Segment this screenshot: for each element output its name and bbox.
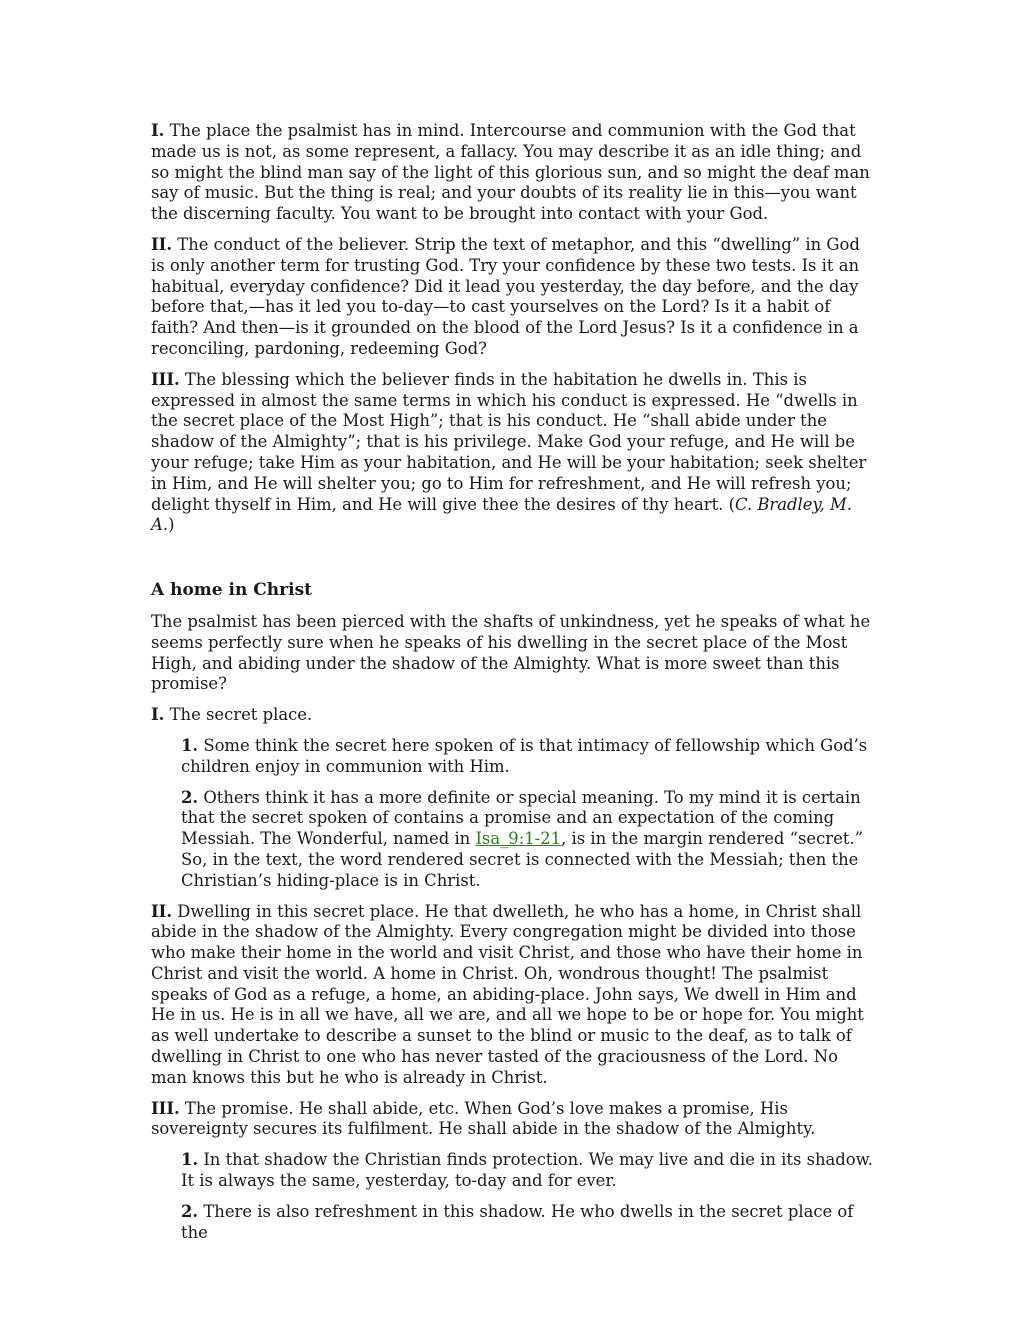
paragraph-text: Some think the secret here spoken of is that intimacy of fellowship which God’s children enjoy in communion with Him. xyxy=(181,735,868,776)
paragraph-iii-promise xyxy=(151,1099,876,1141)
paragraph-text: , is in the margin rendered “secret.” So, in the text, the word rendered secret is connected with the Messiah; then the Christian’s hiding-place is in Christ. xyxy=(181,829,863,890)
section-heading: A home in Christ xyxy=(151,580,312,601)
scripture-reference-link[interactable]: Isa_9:1-21 xyxy=(475,829,562,849)
document-page xyxy=(151,121,876,1253)
citation-close: ) xyxy=(168,515,175,535)
paragraph-text: The blessing which the believer finds in the habitation he dwells in. This is expressed in almost the same terms in which his conduct is expressed. He “dwells in the secret place of the Most High”; that is his conduct. He “shall abide under the shadow of the Almighty”; that is his privilege. Make God your refuge, and He will be your refuge; take Him as your habitation, and He will be your habitation; seek shelter in Him, and He will shelter you; go to Him for refreshment, and He will refresh you; delight thyself in Him, and He will give thee the desires of thy heart. ( xyxy=(151,369,867,514)
intro-paragraph: The psalmist has been pierced with the shafts of unkindness, yet he speaks of what he seems perfectly sure when he speaks of his dwelling in the secret place of the Most High, and abiding under the shadow of the Almighty. What is more sweet than this promise? xyxy=(151,611,871,694)
sub-numeral: 1. xyxy=(181,735,199,755)
section-numeral: I. xyxy=(151,121,165,140)
paragraph-text: Others think it has a more definite or special meaning. To my mind it is certain that the secret spoken of contains a promise and an expectation of the coming Messiah. The Wonderful, named in xyxy=(181,787,861,849)
paragraph-ii-conduct xyxy=(151,235,876,360)
section-numeral: I. xyxy=(151,705,165,725)
paragraph-text: The promise. He shall abide, etc. When God’s love makes a promise, His sovereignty secures its fulfilment. He shall abide in the shadow of the Almighty. xyxy=(151,1098,816,1139)
section-numeral: III. xyxy=(151,1098,180,1118)
sub-numeral: 2. xyxy=(181,787,199,807)
paragraph-text: Dwelling in this secret place. He that dwelleth, he who has a home, in Christ shall abide in the shadow of the Almighty. Every congregation might be divided into those who make their home in the world and visit Christ, and those who have their home in Christ and visit the world. A home in Christ. Oh, wondrous thought! The psalmist speaks of God as a refuge, a home, an abiding-place. John says, We dwell in Him and He in us. He is in all we have, all we are, and all we hope to be or hope for. You might as well undertake to describe a sunset to the blind or music to the deaf, as to talk of dwelling in Christ to one who has never tasted of the graciousness of the Lord. No man knows this but he who is already in Christ. xyxy=(151,901,864,1087)
paragraph-ii-dwelling xyxy=(151,902,876,1089)
paragraph-i-secret-place xyxy=(151,705,876,726)
section-numeral: II. xyxy=(151,234,173,254)
subparagraph-2-refreshment xyxy=(181,1202,876,1244)
paragraph-text: There is also refreshment in this shadow. He who dwells in the secret place of the xyxy=(181,1201,854,1242)
sub-numeral: 1. xyxy=(181,1150,199,1170)
paragraph-i-place xyxy=(151,121,876,225)
paragraph-iii-blessing xyxy=(151,370,876,536)
sub-numeral: 2. xyxy=(181,1201,199,1221)
subparagraph-2-messiah xyxy=(181,788,876,892)
paragraph-text: The conduct of the believer. Strip the text of metaphor, and this “dwelling” in God is only another term for trusting God. Try your confidence by these two tests. Is it an habitual, everyday confidence? Did it lead you yesterday, the day before, and the day before that,—has it led you to-day—to cast yourselves on the Lord? Is it a habit of faith? And then—is it grounded on the blood of the Lord Jesus? Is it a confidence in a reconciling, pardoning, redeeming God? xyxy=(151,234,860,358)
author-citation: C. Bradley, M. A. xyxy=(151,494,852,535)
subparagraph-1-protection xyxy=(181,1150,876,1192)
section-numeral: II. xyxy=(151,901,173,921)
paragraph-text: In that shadow the Christian finds protection. We may live and die in its shadow. It is always the same, yesterday, to-day and for ever. xyxy=(181,1150,873,1191)
paragraph-text: The secret place. xyxy=(164,705,313,725)
paragraph-text: The place the psalmist has in mind. Intercourse and communion with the God that made us is not, as some represent, a fallacy. You may describe it as an idle thing; and so might the blind man say of the light of this glorious sun, and so might the deaf man say of music. But the thing is real; and your doubts of its reality lie in this—you want the discerning faculty. You want to be brought into contact with your God. xyxy=(151,121,870,224)
section-numeral: III. xyxy=(151,369,180,389)
subparagraph-1-intimacy xyxy=(181,736,876,778)
